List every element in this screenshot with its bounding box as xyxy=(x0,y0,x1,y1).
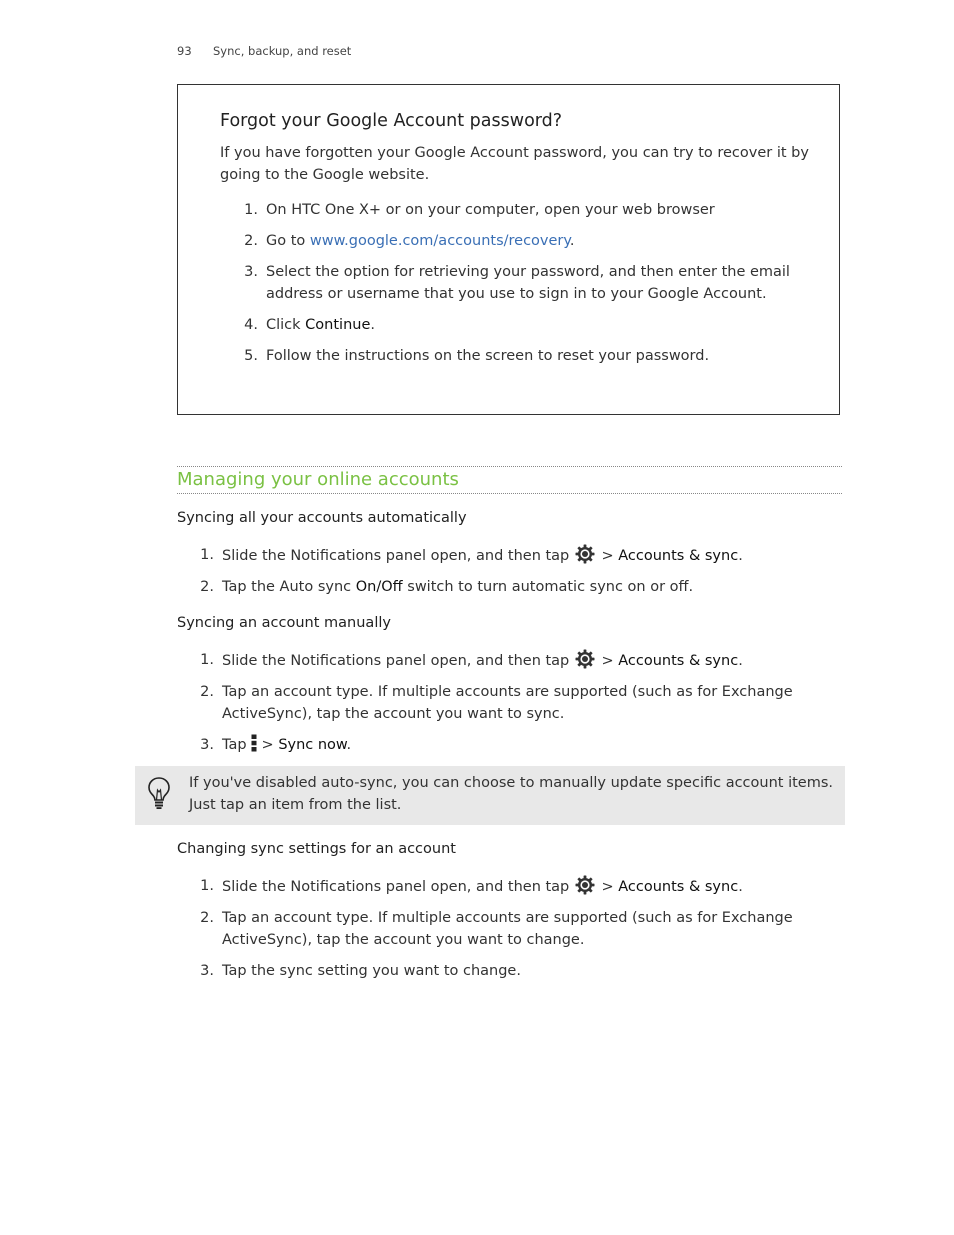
list-item: 2. Go to www.google.com/accounts/recovery. xyxy=(244,233,575,249)
forgot-password-steps xyxy=(244,199,831,376)
recovery-link[interactable]: www.google.com/accounts/recovery xyxy=(309,233,570,249)
list-item: 5. Follow the instructions on the screen to reset your password. xyxy=(244,348,710,364)
gear-icon xyxy=(575,649,595,669)
list-item: 2. Tap the Auto sync On/Off switch to turn automatic sync on or off. xyxy=(200,579,694,595)
page-number: 93 xyxy=(177,44,192,58)
sync-manual-steps xyxy=(200,649,837,765)
list-item: 1. Slide the Notifications panel open, and then tap > Accounts & sync. xyxy=(222,544,837,567)
list-item: 1. Slide the Notifications panel open, and then tap > Accounts & sync. xyxy=(222,875,837,898)
list-item: 3. Tap > Sync now. xyxy=(222,734,837,756)
sync-change-steps xyxy=(200,875,837,991)
gear-icon xyxy=(575,544,595,564)
continue-label: Continue xyxy=(305,317,371,333)
section-title: Managing your online accounts xyxy=(177,469,459,490)
subheading-sync-all: Syncing all your accounts automatically xyxy=(177,510,467,526)
list-item: 3. Select the option for retrieving your password, and then enter the email address or username that you use to sign in to your Google Account. xyxy=(244,264,790,302)
forgot-password-box xyxy=(177,84,840,415)
menu-dots-icon xyxy=(250,734,258,752)
subheading-sync-change: Changing sync settings for an account xyxy=(177,841,456,857)
section-divider-top xyxy=(177,466,842,467)
list-item: 4. Click Continue. xyxy=(244,317,375,333)
forgot-password-title: Forgot your Google Account password? xyxy=(220,111,563,131)
page-header xyxy=(177,44,351,58)
list-item: 3. Tap the sync setting you want to change. xyxy=(200,963,521,979)
lightbulb-icon xyxy=(147,776,171,810)
tip-text: If you've disabled auto-sync, you can choose to manually update specific account items. Just tap an item from the list. xyxy=(189,775,833,813)
chapter-title: Sync, backup, and reset xyxy=(213,44,352,58)
sync-all-steps xyxy=(200,544,837,607)
list-item: 2. Tap an account type. If multiple accounts are supported (such as for Exchange ActiveSync), tap the account you want to change. xyxy=(200,910,793,948)
list-item: 1. Slide the Notifications panel open, and then tap > Accounts & sync. xyxy=(222,649,837,672)
tip-box xyxy=(135,766,845,825)
forgot-password-intro: If you have forgotten your Google Account password, you can try to recover it by going to the Google website. xyxy=(220,145,809,183)
subheading-sync-manual: Syncing an account manually xyxy=(177,615,391,631)
section-divider-bottom xyxy=(177,493,842,494)
list-item: 2. Tap an account type. If multiple accounts are supported (such as for Exchange ActiveSync), tap the account you want to sync. xyxy=(200,684,793,722)
gear-icon xyxy=(575,875,595,895)
list-item: 1. On HTC One X+ or on your computer, open your web browser xyxy=(244,202,715,218)
